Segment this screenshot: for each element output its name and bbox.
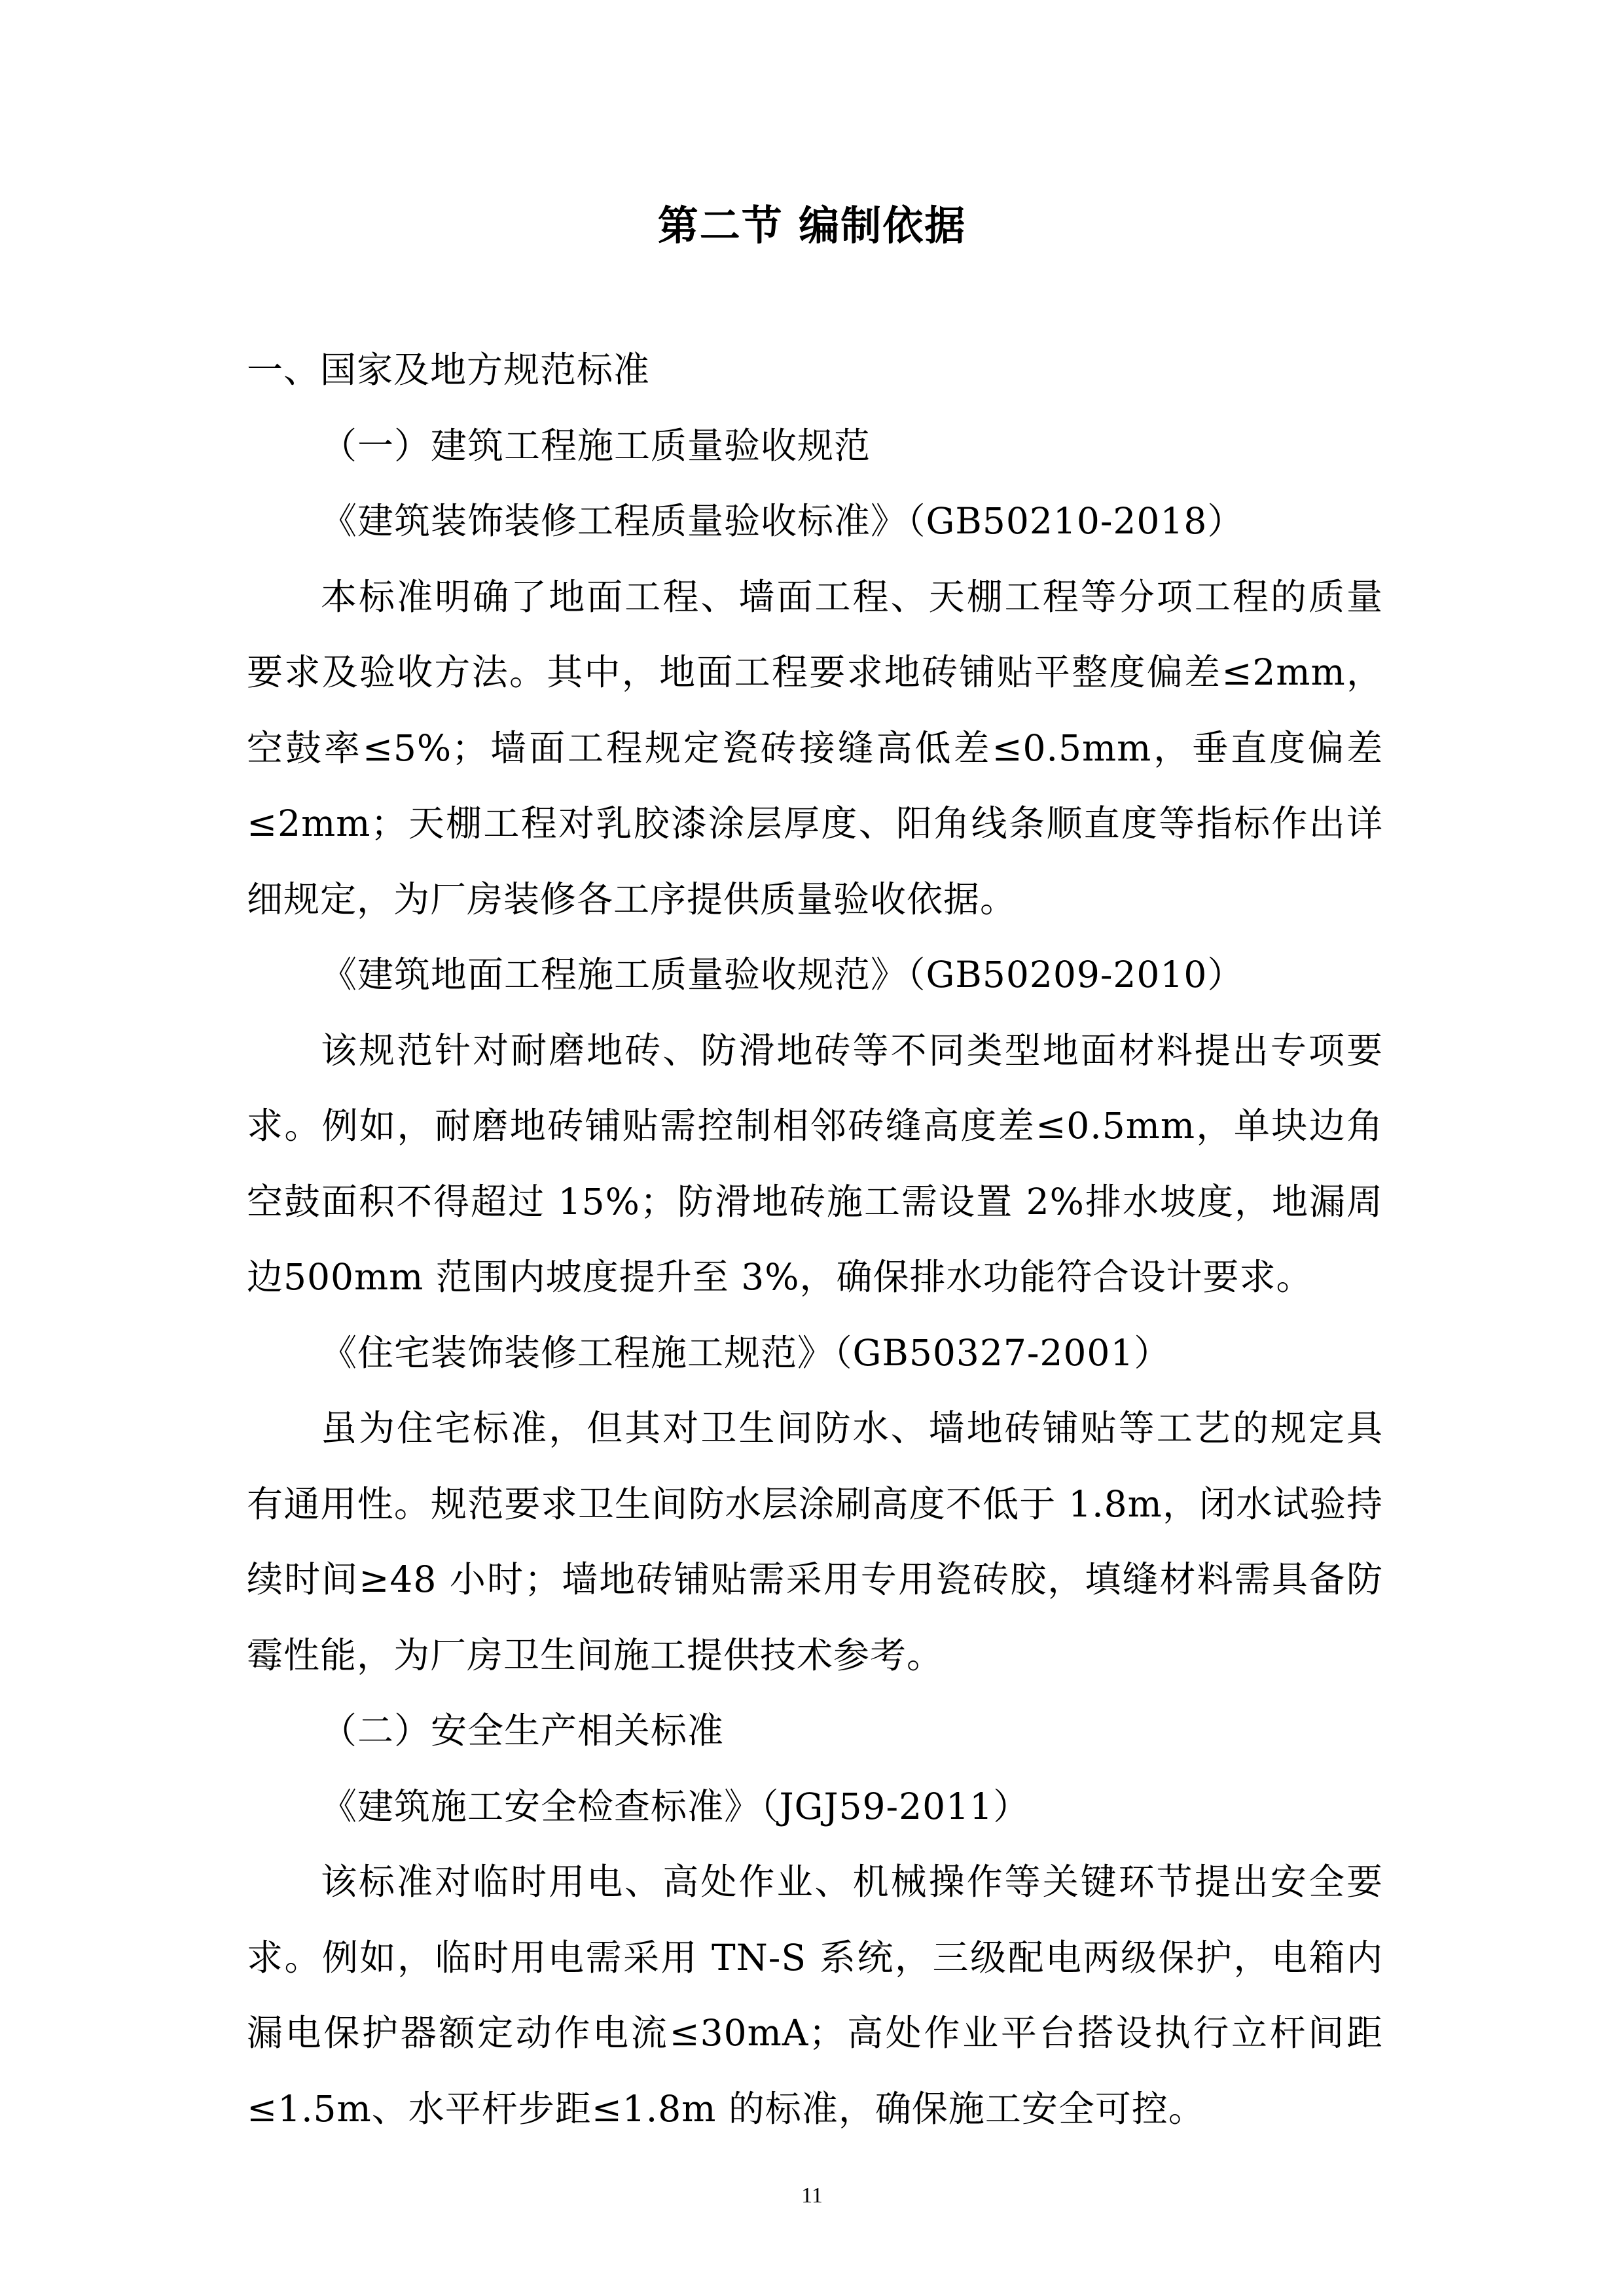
section-title: 第二节 编制依据 bbox=[657, 202, 967, 249]
paragraph-gb50327-description: 虽为住宅标准，但其对卫生间防水、墙地砖铺贴等工艺的规定具有通用性。规范要求卫生间防水层涂刷高度不低于 1.8m，闭水试验持续时间≥48 小时；墙地砖铺贴需采用专用瓷砖胶，填缝材料需具备防霉性能，为厂房卫生间施工提供技术参考。 bbox=[247, 1407, 1383, 1676]
subheading-safety-standards: （二）安全生产相关标准 bbox=[321, 1710, 725, 1751]
paragraph-gb50210-description: 本标准明确了地面工程、墙面工程、天棚工程等分项工程的质量要求及验收方法。其中，地面工程要求地砖铺贴平整度偏差≤2mm，空鼓率≤5%；墙面工程规定瓷砖接缝高低差≤0.5mm，垂直度偏差≤2mm；天棚工程对乳胶漆涂层厚度、阳角线条顺直度等指标作出详细规定，为厂房装修各工序提供质量验收依据。 bbox=[247, 575, 1383, 920]
document-body bbox=[247, 332, 1383, 2147]
standard-title-gb50209: 《建筑地面工程施工质量验收规范》（GB50209-2010） bbox=[321, 954, 1244, 996]
heading-national-local-standards: 一、国家及地方规范标准 bbox=[247, 349, 651, 391]
subheading-quality-acceptance: （一）建筑工程施工质量验收规范 bbox=[321, 424, 871, 467]
paragraph-gb50209-description: 该规范针对耐磨地砖、防滑地砖等不同类型地面材料提出专项要求。例如，耐磨地砖铺贴需控制相邻砖缝高度差≤0.5mm，单块边角空鼓面积不得超过 15%；防滑地砖施工需设置 2%排水坡度，地漏周边500mm 范围内坡度提升至 3%，确保排水功能符合设计要求。 bbox=[247, 1029, 1383, 1298]
standard-title-jgj59: 《建筑施工安全检查标准》（JGJ59-2011） bbox=[321, 1785, 1030, 1827]
standard-title-gb50327: 《住宅装饰装修工程施工规范》（GB50327-2001） bbox=[321, 1331, 1171, 1374]
standard-title-gb50210: 《建筑装饰装修工程质量验收标准》（GB50210-2018） bbox=[321, 500, 1244, 542]
paragraph-jgj59-description: 该标准对临时用电、高处作业、机械操作等关键环节提出安全要求。例如，临时用电需采用 TN-S 系统，三级配电两级保护，电箱内漏电保护器额定动作电流≤30mA；高处作业平台搭设执行立杆间距≤1.5m、水平杆步距≤1.8m 的标准，确保施工安全可控。 bbox=[247, 1861, 1383, 2130]
page-number: 11 bbox=[801, 2183, 823, 2208]
